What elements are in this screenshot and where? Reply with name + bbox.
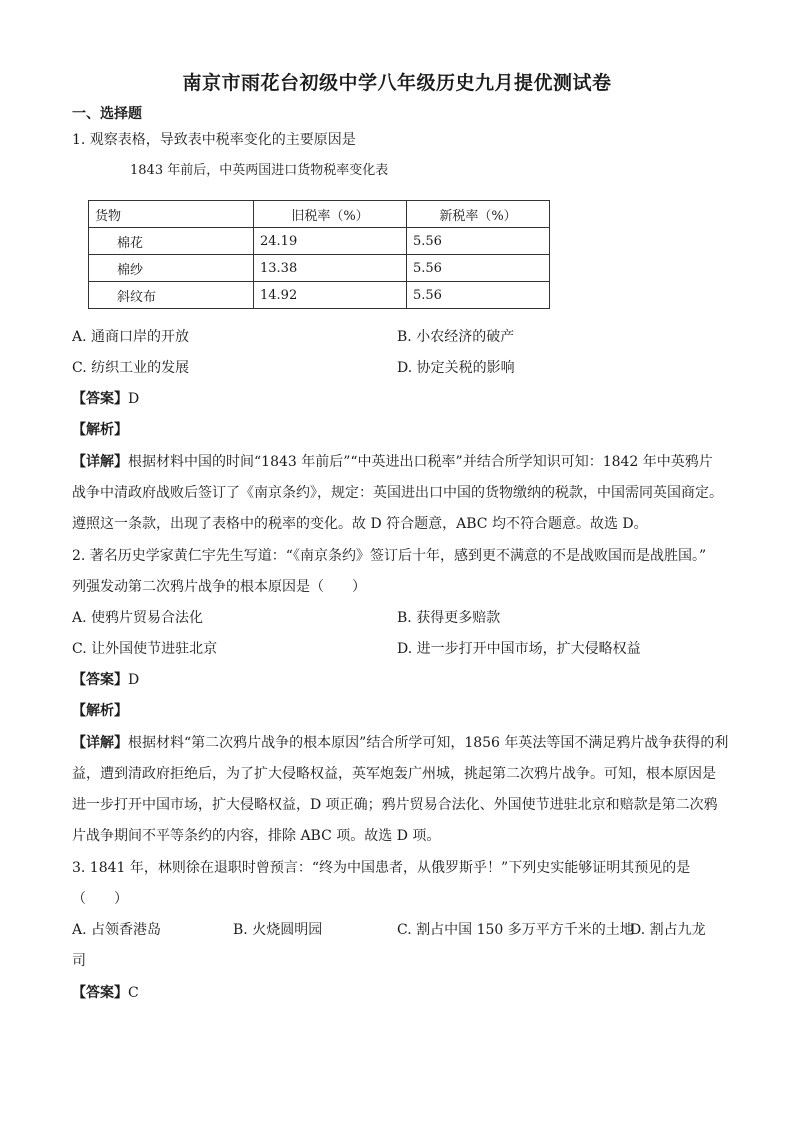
q3-stem-line: （ ） xyxy=(72,891,128,907)
q3-option-b: B. 火烧圆明园 xyxy=(233,922,323,938)
answer-value: C xyxy=(128,985,139,1001)
page-title: 南京市雨花台初级中学八年级历史九月提优测试卷 xyxy=(182,72,612,94)
table-cell: 13.38 xyxy=(254,255,407,282)
q1-option-c: C. 纺织工业的发展 xyxy=(72,360,190,376)
q2-stem-line: 列强发动第二次鸦片战争的根本原因是（ ） xyxy=(72,579,366,595)
q2-stem-line: 2. 著名历史学家黄仁宇先生写道：“《南京条约》签订后十年，感到更不满意的不是战败国而是战胜国。” xyxy=(72,548,707,564)
table-header-cell: 货物 xyxy=(89,201,254,228)
q1-option-b: B. 小农经济的破产 xyxy=(397,329,515,345)
q1-detail-line: 遵照这一条款，出现了表格中的税率的变化。故 D 符合题意，ABC 均不符合题意。故选 D。 xyxy=(72,516,648,532)
q3-answer xyxy=(72,983,139,1003)
q1-stem: 1. 观察表格，导致表中税率变化的主要原因是 xyxy=(72,132,356,148)
answer-value: D xyxy=(128,672,140,688)
section-heading-choice: 一、选择题 xyxy=(72,106,142,122)
q2-option-d: D. 进一步打开中国市场，扩大侵略权益 xyxy=(397,641,641,657)
q1-option-a: A. 通商口岸的开放 xyxy=(72,329,190,345)
q2-analysis-label: 【解析】 xyxy=(72,703,128,719)
q1-answer xyxy=(72,389,139,409)
q3-option-c: C. 割占中国 150 多万平方千米的土地 xyxy=(397,922,634,938)
table-cell: 棉纱 xyxy=(89,255,254,282)
detail-label: 【详解】 xyxy=(72,454,128,470)
q2-option-b: B. 获得更多赔款 xyxy=(397,610,501,626)
table-cell: 5.56 xyxy=(407,228,550,255)
table-header-row xyxy=(89,201,550,228)
answer-value: D xyxy=(128,391,140,407)
q3-option-d-overflow: 司 xyxy=(72,953,86,969)
q1-option-d: D. 协定关税的影响 xyxy=(397,360,515,376)
q2-answer xyxy=(72,670,139,690)
detail-label: 【详解】 xyxy=(72,735,128,751)
q2-option-a: A. 使鸦片贸易合法化 xyxy=(72,610,204,626)
table-cell: 24.19 xyxy=(254,228,407,255)
table-cell: 5.56 xyxy=(407,255,550,282)
table-header-cell: 旧税率（%） xyxy=(254,201,407,228)
q1-detail-line: 战争中清政府战败后签订了《南京条约》，规定：英国进出口中国的货物缴纳的税款，中国需同英国商定。 xyxy=(72,485,723,501)
table-cell: 5.56 xyxy=(407,282,550,309)
q2-detail-line: 【详解】根据材料“第二次鸦片战争的根本原因”结合所学可知，1856 年英法等国不满足鸦片战争获得的利 xyxy=(72,735,729,751)
answer-label: 【答案】 xyxy=(72,985,128,1001)
q3-stem-line: 3. 1841 年，林则徐在退职时曾预言：“终为中国患者，从俄罗斯乎！”下列史实能够证明其预见的是 xyxy=(72,860,691,876)
q2-option-c: C. 让外国使节进驻北京 xyxy=(72,641,218,657)
q1-analysis-label: 【解析】 xyxy=(72,422,128,438)
table-cell: 棉花 xyxy=(89,228,254,255)
tax-rate-table xyxy=(88,200,550,309)
q1-detail-line: 【详解】根据材料中国的时间“1843 年前后”“中英进出口税率”并结合所学知识可知：1842 年中英鸦片 xyxy=(72,454,713,470)
q2-detail-line: 进一步打开中国市场，扩大侵略权益，D 项正确；鸦片贸易合法化、外国使节进驻北京和赔款是第二次鸦 xyxy=(72,797,718,813)
table-row xyxy=(89,255,550,282)
table-row xyxy=(89,282,550,309)
table-row xyxy=(89,228,550,255)
q2-detail-line: 片战争期间不平等条约的内容，排除 ABC 项。故选 D 项。 xyxy=(72,828,441,844)
q1-table-caption: 1843 年前后，中英两国进口货物税率变化表 xyxy=(130,163,389,178)
table-header-cell: 新税率（%） xyxy=(407,201,550,228)
answer-label: 【答案】 xyxy=(72,672,128,688)
answer-label: 【答案】 xyxy=(72,391,128,407)
table-cell: 14.92 xyxy=(254,282,407,309)
table-cell: 斜纹布 xyxy=(89,282,254,309)
q3-option-a: A. 占领香港岛 xyxy=(72,922,162,938)
q3-option-d: D. 割占九龙 xyxy=(630,922,706,938)
q2-detail-line: 益，遭到清政府拒绝后，为了扩大侵略权益，英军炮轰广州城，挑起第二次鸦片战争。可知，根本原因是 xyxy=(72,766,716,782)
